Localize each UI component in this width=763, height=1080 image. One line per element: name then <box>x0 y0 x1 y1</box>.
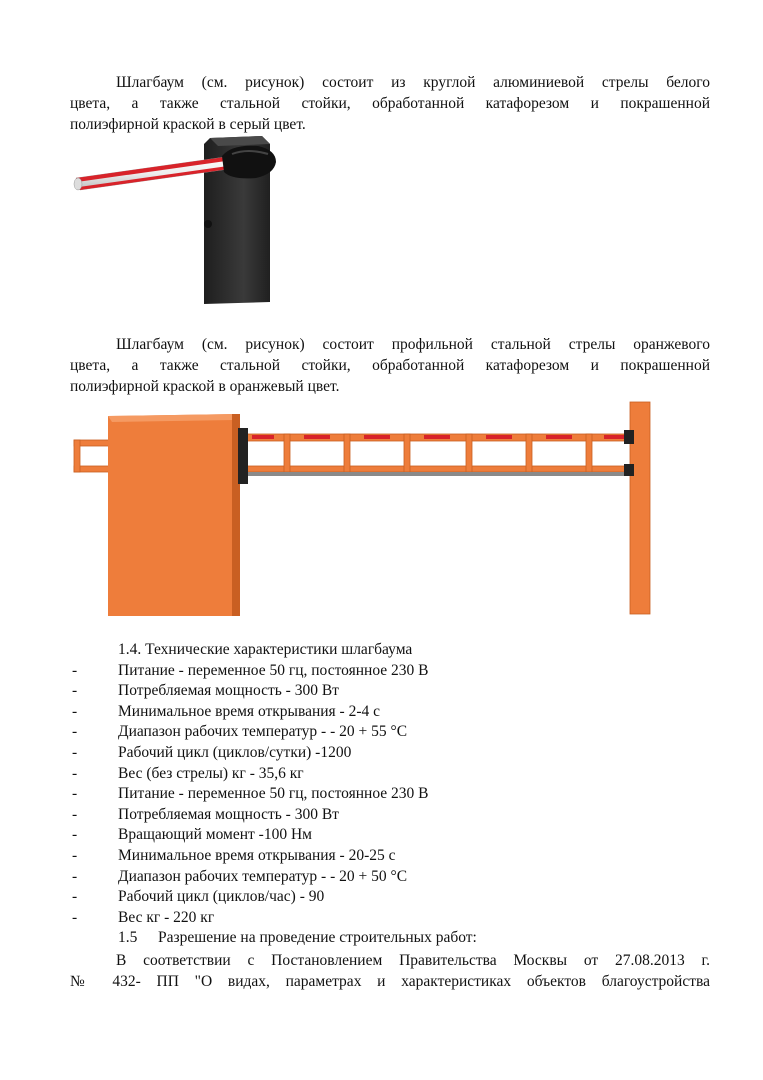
text-line: полиэфирной краской в серый цвет. <box>70 116 306 133</box>
text-line: полиэфирной краской в оранжевый цвет. <box>70 378 340 395</box>
list-item <box>70 846 710 867</box>
paragraph-regulation <box>70 950 710 992</box>
barrier-arm <box>242 434 638 472</box>
text-line: № 432- ПП "О видах, параметрах и характеристиках объектов благоустройства <box>70 973 710 990</box>
list-item <box>70 743 710 764</box>
spec-item: Рабочий цикл (циклов/сутки) -1200 <box>118 743 352 761</box>
list-item <box>70 661 710 682</box>
section-heading-row <box>70 928 710 949</box>
spec-heading-row <box>70 640 710 661</box>
list-bullet: - <box>72 805 78 823</box>
spec-item: Рабочий цикл (циклов/час) - 90 <box>118 888 325 906</box>
list-item <box>70 867 710 888</box>
list-bullet: - <box>72 785 78 803</box>
spec-item: Потребляемая мощность - 300 Вт <box>118 805 339 823</box>
spec-item: Питание - переменное 50 гц, постоянное 230 В <box>118 661 429 679</box>
orange-barrier-image <box>72 400 660 620</box>
list-bullet: - <box>72 661 78 679</box>
list-bullet: - <box>72 764 78 782</box>
list-bullet: - <box>72 888 78 906</box>
list-bullet: - <box>72 682 78 700</box>
spec-heading: 1.4. Технические характеристики шлагбаума <box>118 641 413 658</box>
spec-item: Диапазон рабочих температур - - 20 + 55 °С <box>118 723 408 741</box>
spec-item: Минимальное время открывания - 20-25 с <box>118 846 396 864</box>
list-bullet: - <box>72 846 78 864</box>
spec-item: Минимальное время открывания - 2-4 с <box>118 702 380 720</box>
spec-item: Питание - переменное 50 гц, постоянное 230 В <box>118 785 429 803</box>
rubber-strip <box>242 472 638 476</box>
spec-item: Вес (без стрелы) кг - 35,6 кг <box>118 764 304 782</box>
list-item <box>70 784 710 805</box>
text-line: цвета, а также стальной стойки, обработанной катафорезом и покрашенной <box>70 95 710 112</box>
list-item <box>70 908 710 929</box>
list-item <box>70 764 710 785</box>
list-item <box>70 722 710 743</box>
list-item <box>70 825 710 846</box>
text-line: Шлагбаум (см. рисунок) состоит из круглой алюминиевой стрелы белого <box>116 74 710 91</box>
list-item <box>70 805 710 826</box>
barrier-cabinet <box>108 414 248 616</box>
list-bullet: - <box>72 743 78 761</box>
specifications-section <box>70 640 710 949</box>
list-bullet: - <box>72 723 78 741</box>
list-bullet: - <box>72 908 78 926</box>
spec-item: Вращающий момент -100 Нм <box>118 826 312 844</box>
list-bullet: - <box>72 826 78 844</box>
paragraph-orange-barrier <box>70 334 710 397</box>
boom-barrier-image <box>72 132 294 308</box>
section-number: 1.5 <box>118 929 138 947</box>
list-bullet: - <box>72 867 78 885</box>
list-item <box>70 681 710 702</box>
spec-item: Диапазон рабочих температур - - 20 + 50 °С <box>118 867 408 885</box>
text-line: В соответствии с Постановлением Правительства Москвы от 27.08.2013 г. <box>116 952 710 969</box>
text-line: цвета, а также стальной стойки, обработанной катафорезом и покрашенной <box>70 357 710 374</box>
spec-item: Потребляемая мощность - 300 Вт <box>118 682 339 700</box>
spec-item: Вес кг - 220 кг <box>118 908 215 926</box>
support-post <box>624 402 650 614</box>
section-title: Разрешение на проведение строительных работ: <box>158 929 477 947</box>
paragraph-aluminium-barrier <box>70 72 710 135</box>
list-item <box>70 702 710 723</box>
section-heading <box>118 928 477 949</box>
list-item <box>70 887 710 908</box>
list-bullet: - <box>72 702 78 720</box>
text-line: Шлагбаум (см. рисунок) состоит профильной стальной стрелы оранжевого <box>116 336 710 353</box>
